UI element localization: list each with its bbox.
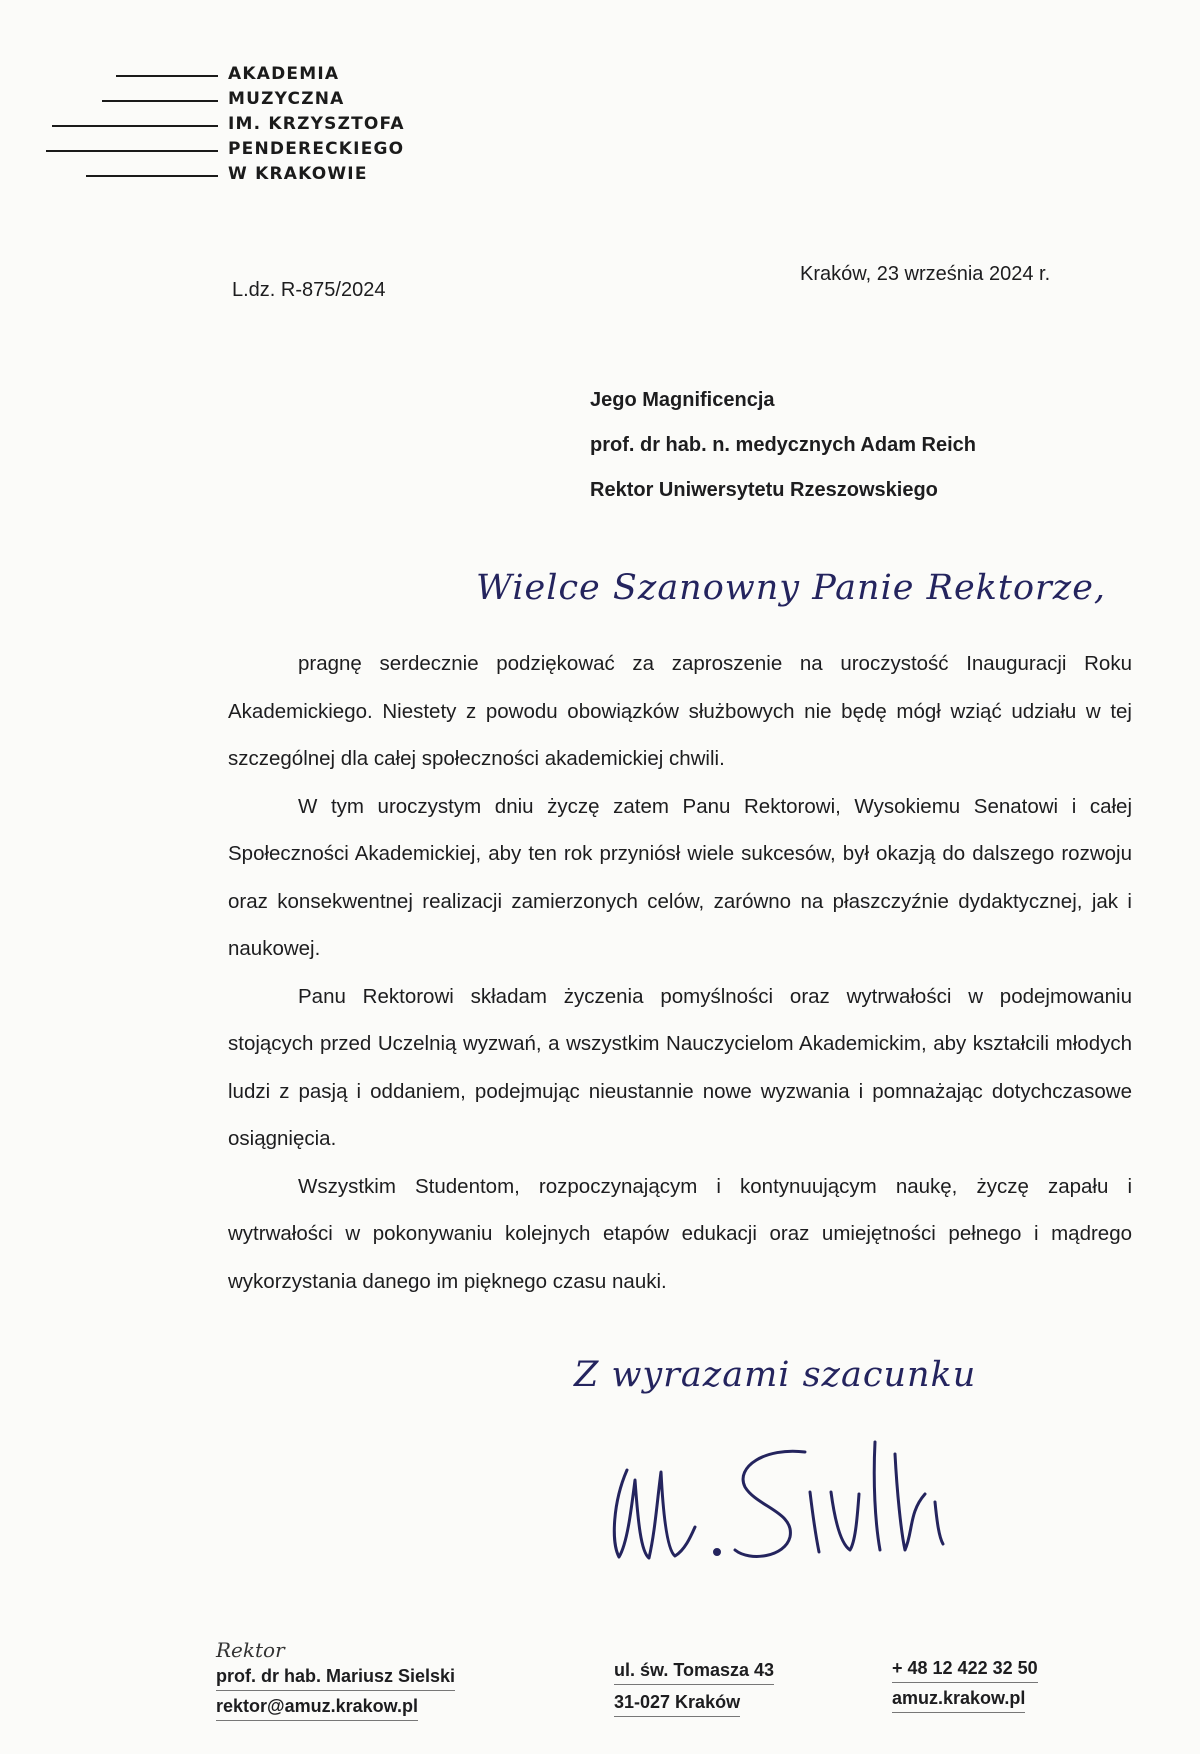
letter-body	[228, 640, 1132, 1305]
handwritten-signature	[605, 1432, 965, 1582]
logo-text: PENDERECKIEGO	[228, 139, 405, 159]
footer-email-link[interactable]: rektor@amuz.krakow.pl	[216, 1696, 418, 1721]
footer-city: 31-027 Kraków	[614, 1692, 740, 1717]
logo-text: MUZYCZNA	[228, 89, 345, 109]
logo-text: W KRAKOWIE	[228, 164, 368, 184]
recipient-line: Rektor Uniwersytetu Rzeszowskiego	[590, 479, 938, 501]
reference-number: L.dz. R-875/2024	[232, 279, 386, 301]
logo-line	[52, 125, 218, 127]
letter-date: Kraków, 23 września 2024 r.	[800, 263, 1051, 285]
logo-line	[116, 75, 218, 77]
logo-line	[102, 100, 218, 102]
logo-text: IM. KRZYSZTOFA	[228, 114, 405, 134]
footer-name: prof. dr hab. Mariusz Sielski	[216, 1666, 455, 1691]
recipient-line: Jego Magnificencja	[590, 389, 775, 411]
body-paragraph: pragnę serdecznie podziękować za zaproszenie na uroczystość Inauguracji Roku Akademickiego. Niestety z powodu obowiązków służbowych nie będę mógł wziąć udziału w tej szczególnej dla całej społeczności akademickiej chwili.	[228, 652, 1132, 770]
recipient-line: prof. dr hab. n. medycznych Adam Reich	[590, 434, 976, 456]
body-paragraph: Panu Rektorowi składam życzenia pomyślności oraz wytrwałości w podejmowaniu stojących przed Uczelnią wyzwań, a wszystkim Nauczycielom Akademickim, aby kształcili młodych ludzi z pasją i oddaniem, podejmując nieustannie nowe wyzwania i pomnażając dotychczasowe osiągnięcia.	[228, 984, 1132, 1150]
body-paragraph: W tym uroczystym dniu życzę zatem Panu Rektorowi, Wysokiemu Senatowi i całej Społeczności Akademickiej, aby ten rok przyniósł wiele sukcesów, był okazją do dalszego rozwoju oraz konsekwentnej realizacji zamierzonych celów, zarówno na płaszczyźnie dydaktycznej, jak i naukowej.	[228, 794, 1132, 960]
footer-website-link[interactable]: amuz.krakow.pl	[892, 1688, 1025, 1713]
handwritten-closing: Z wyrazami szacunku	[574, 1355, 977, 1395]
footer-street: ul. św. Tomasza 43	[614, 1660, 774, 1685]
footer-title: Rektor	[216, 1638, 285, 1662]
footer-phone[interactable]: + 48 12 422 32 50	[892, 1658, 1038, 1683]
body-paragraph: Wszystkim Studentom, rozpoczynającym i kontynuującym naukę, życzę zapału i wytrwałości w pokonywaniu kolejnych etapów edukacji oraz umiejętności pełnego i mądrego wykorzystania danego im pięknego czasu nauki.	[228, 1174, 1132, 1293]
logo-text: AKADEMIA	[228, 64, 340, 84]
handwritten-salutation: Wielce Szanowny Panie Rektorze,	[476, 568, 1107, 608]
recipient-block	[590, 385, 976, 520]
logo-line	[46, 150, 218, 152]
logo-line	[86, 175, 218, 177]
